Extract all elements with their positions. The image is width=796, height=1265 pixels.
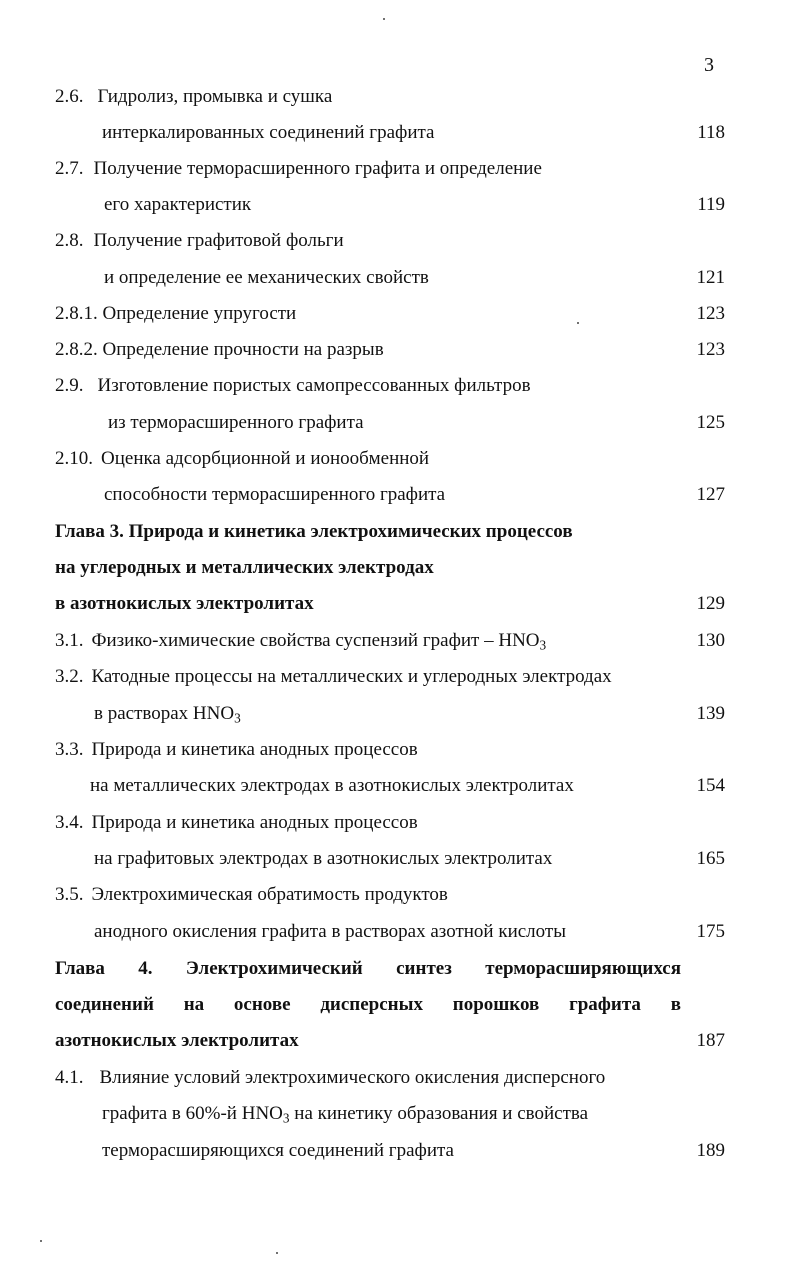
entry-number: 3.5. — [55, 884, 84, 905]
entry-title-cont: терморасширяющихся соединений графита — [102, 1140, 454, 1161]
entry-number: 3.2. — [55, 666, 84, 687]
entry-number: 3.3. — [55, 739, 84, 760]
entry-title-cont: графита в 60%-й $HNO_3$ на кинетику образования и свойства — [102, 1103, 589, 1126]
entry-title: Гидролиз, промывка и сушка — [97, 86, 333, 107]
entry-number: 4.1. — [55, 1067, 84, 1088]
scan-speck — [276, 1252, 278, 1254]
entry-title-cont: и определение ее механических свойств — [104, 267, 429, 288]
entry-number: 3.4. — [55, 812, 84, 833]
entry-title-cont: на металлических электродах в азотнокислых электролитах — [90, 775, 574, 796]
chapter-title-cont: на углеродных и металлических электродах — [55, 557, 434, 578]
entry-title-cont: анодного окисления графита в растворах азотной кислоты — [94, 921, 566, 942]
chapter-title-cont: соединений на основе дисперсных порошков графита в — [55, 994, 681, 1015]
entry-title: Определение прочности на разрыв — [102, 339, 384, 360]
chapter-title: Глава 3. Природа и кинетика электрохимических процессов — [55, 521, 573, 542]
entry-page: 125 — [696, 412, 725, 433]
subscript: 3 — [539, 637, 547, 653]
entry-page: 175 — [696, 921, 725, 942]
entry-page: 139 — [696, 703, 725, 724]
page-number: 3 — [704, 54, 714, 76]
entry-title-cont: интеркалированных соединений графита — [102, 122, 435, 143]
entry-title: Оценка адсорбционной и ионообменной — [101, 448, 430, 469]
entry-page: 189 — [696, 1140, 725, 1161]
entry-title-cont: его характеристик — [104, 194, 252, 215]
entry-title: Влияние условий электрохимического окисления дисперсного — [99, 1067, 606, 1088]
entry-page: 119 — [697, 194, 725, 215]
entry-page: 123 — [696, 303, 725, 324]
entry-title: Получение графитовой фольги — [93, 230, 344, 251]
entry-title: Природа и кинетика анодных процессов — [91, 739, 418, 760]
entry-title-cont: способности терморасширенного графита — [104, 484, 446, 505]
scan-speck — [577, 322, 579, 324]
entry-number: 2.10. — [55, 448, 93, 469]
entry-title: Природа и кинетика анодных процессов — [91, 812, 418, 833]
entry-number: 2.6. — [55, 86, 84, 107]
subscript: 3 — [234, 710, 241, 726]
entry-page: 123 — [696, 339, 725, 360]
entry-page: 165 — [696, 848, 725, 869]
entry-title: Изготовление пористых самопрессованных фильтров — [97, 375, 531, 396]
chapter-title-cont: азотнокислых электролитах — [55, 1030, 299, 1051]
entry-title: Электрохимическая обратимость продуктов — [91, 884, 448, 905]
chapter-title-cont: в азотнокислых электролитах — [55, 593, 314, 614]
entry-number: 2.7. — [55, 158, 84, 179]
entry-title-cont: в растворах $HNO_3$ — [94, 703, 241, 726]
scan-speck — [40, 1240, 42, 1242]
entry-page: 154 — [696, 775, 725, 796]
entry-number: 2.8. — [55, 230, 84, 251]
entry-title: Получение терморасширенного графита и определение — [93, 158, 542, 179]
entry-page: 130 — [696, 630, 725, 651]
entry-title: Определение упругости — [102, 303, 297, 324]
subscript: 3 — [282, 1110, 290, 1126]
entry-title: Физико-химические свойства суспензий графит – HNO — [91, 630, 540, 651]
entry-page: 118 — [697, 122, 725, 143]
entry-number: 2.8.1. — [55, 303, 98, 324]
scan-speck — [383, 18, 385, 20]
entry-page: 121 — [696, 267, 725, 288]
entry-title-cont: на графитовых электродах в азотнокислых электролитах — [94, 848, 553, 869]
entry-number: 3.1. — [55, 630, 84, 651]
chapter-title: Глава 4. Электрохимический синтез терморасширяющихся — [55, 958, 681, 979]
entry-number: 2.9. — [55, 375, 84, 396]
chapter-page: 187 — [696, 1030, 725, 1051]
chapter-page: 129 — [696, 593, 725, 614]
entry-title-cont: из терморасширенного графита — [108, 412, 364, 433]
entry-page: 127 — [696, 484, 725, 505]
entry-number: 2.8.2. — [55, 339, 98, 360]
entry-title: Катодные процессы на металлических и углеродных электродах — [91, 666, 612, 687]
